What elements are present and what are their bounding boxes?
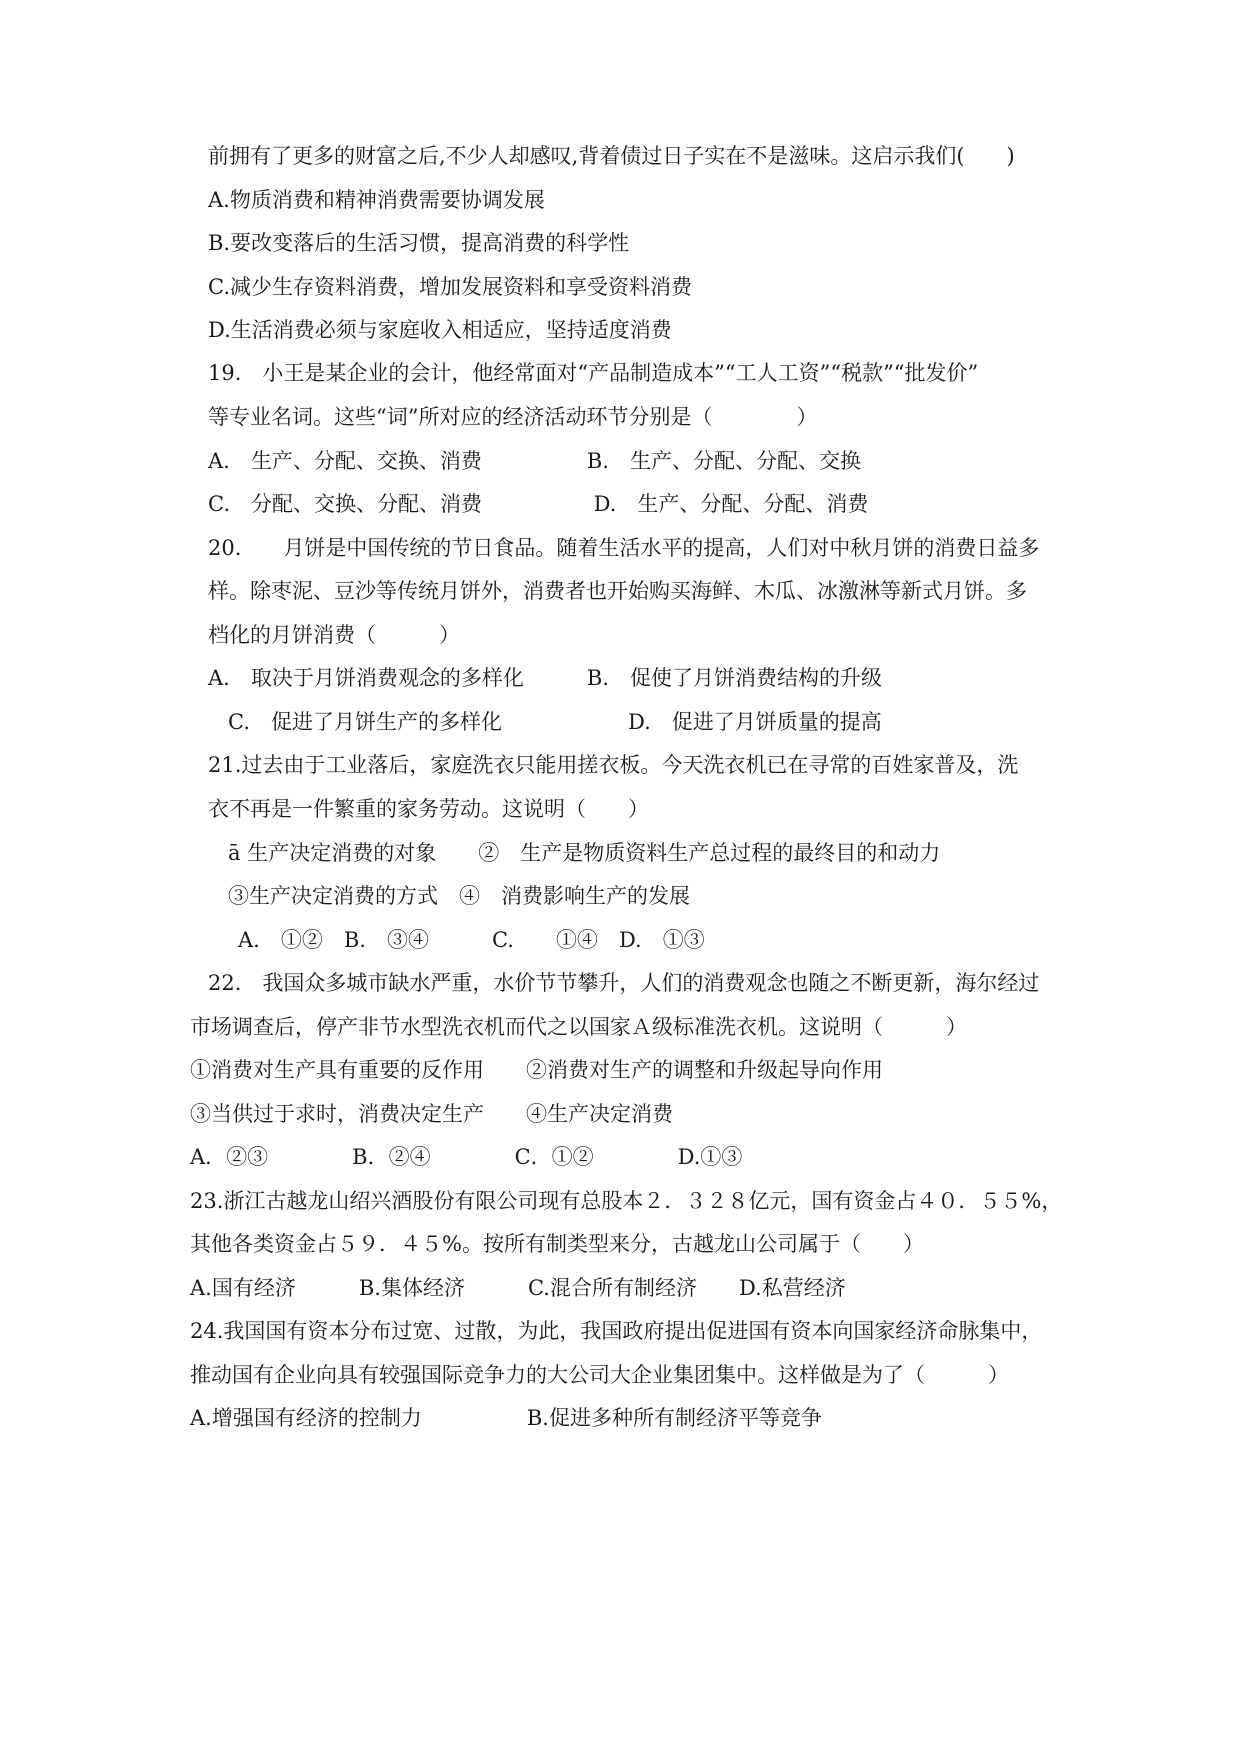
- q24-stem-line2: 推动国有企业向具有较强国际竞争力的大公司大企业集团集中。这样做是为了（ ）: [190, 1363, 1009, 1387]
- q22-items-34: ③当供过于求时，消费决定生产 ④生产决定消费: [190, 1102, 673, 1126]
- q18-option-d: D.生活消费必须与家庭收入相适应，坚持适度消费: [208, 318, 672, 342]
- q22-stem-line1: 22. 我国众多城市缺水严重，水价节节攀升，人们的消费观念也随之不断更新，海尔经过: [208, 971, 1040, 995]
- q20-options-ab: A. 取决于月饼消费观念的多样化 B. 促使了月饼消费结构的升级: [208, 666, 882, 690]
- q18-option-a: A.物质消费和精神消费需要协调发展: [208, 188, 545, 212]
- q21-items-34: ③生产决定消费的方式 ④ 消费影响生产的发展: [228, 884, 690, 908]
- q18-option-b: B.要改变落后的生活习惯，提高消费的科学性: [208, 231, 630, 255]
- q21-stem-line1: 21.过去由于工业落后，家庭洗衣只能用搓衣板。今天洗衣机已在寻常的百姓家普及，洗: [208, 753, 1019, 777]
- q24-options-ab: A.增强国有经济的控制力 B.促进多种所有制经济平等竞争: [190, 1406, 822, 1430]
- q20-stem-line2: 样。除枣泥、豆沙等传统月饼外，消费者也开始购买海鲜、木瓜、冰激淋等新式月饼。多: [208, 579, 1027, 603]
- q22-stem-line2: 市场调查后，停产非节水型洗衣机而代之以国家Ａ级标准洗衣机。这说明（ ）: [190, 1015, 967, 1039]
- q24-stem-line1: 24.我国国有资本分布过宽、过散，为此，我国政府提出促进国有资本向国家经济命脉集中，: [190, 1319, 1043, 1343]
- q21-items-12: ā 生产决定消费的对象 ② 生产是物质资料生产总过程的最终目的和动力: [228, 841, 941, 865]
- q18-option-c: C.减少生存资料消费，增加发展资料和享受资料消费: [208, 275, 692, 299]
- q22-items-12: ①消费对生产具有重要的反作用 ②消费对生产的调整和升级起导向作用: [190, 1058, 883, 1082]
- q23-stem-line2: 其他各类资金占５９．４５%。按所有制类型来分，古越龙山公司属于（ ）: [190, 1232, 924, 1256]
- q19-stem-line1: 19. 小王是某企业的会计，他经常面对“产品制造成本”“工人工资”“税款”“批发价”: [208, 361, 979, 385]
- q19-stem-line2: 等专业名词。这些“词”所对应的经济活动环节分别是（ ）: [208, 405, 818, 429]
- q23-stem-line1: 23.浙江古越龙山绍兴酒股份有限公司现有总股本２．３２８亿元，国有资金占４０．５５%，: [190, 1189, 1063, 1213]
- q20-options-cd: C. 促进了月饼生产的多样化 D. 促进了月饼质量的提高: [228, 710, 882, 734]
- q23-options: A.国有经济 B.集体经济 C.混合所有制经济 D.私营经济: [190, 1276, 846, 1300]
- q19-options-ab: A. 生产、分配、交换、消费 B. 生产、分配、分配、交换: [208, 449, 861, 473]
- q19-options-cd: C. 分配、交换、分配、消费 D. 生产、分配、分配、消费: [208, 492, 869, 516]
- q20-stem-line3: 档化的月饼消费（ ）: [208, 623, 460, 647]
- q20-stem-line1: 20. 月饼是中国传统的节日食品。随着生活水平的提高，人们对中秋月饼的消费日益多: [208, 536, 1040, 560]
- q22-options: A．②③ B．②④ C．①② D.①③: [190, 1145, 743, 1169]
- q18-stem-continued: 前拥有了更多的财富之后,不少人却感叹,背着债过日子实在不是滋味。这启示我们( ): [208, 144, 1015, 168]
- q21-options: A. ①② B. ③④ C. ①④ D. ①③: [238, 928, 705, 952]
- q21-stem-line2: 衣不再是一件繁重的家务劳动。这说明（ ）: [208, 797, 649, 821]
